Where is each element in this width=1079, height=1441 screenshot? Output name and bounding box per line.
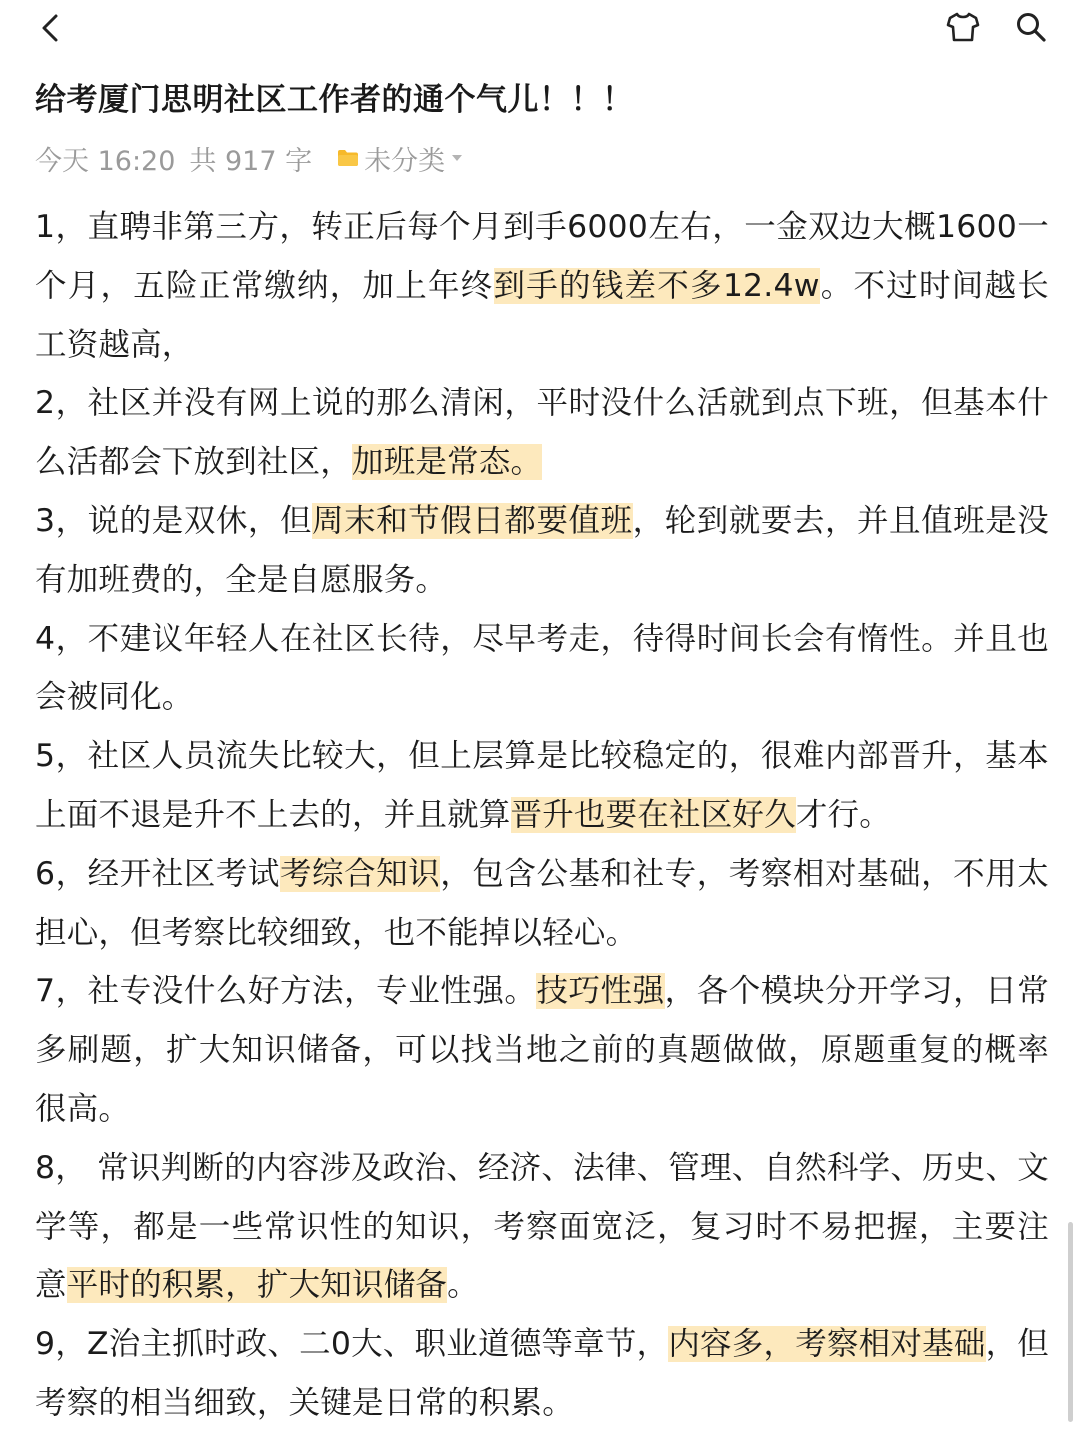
note-meta	[35, 138, 463, 178]
paragraph	[35, 1139, 1049, 1315]
highlighted-text: 到手的钱差不多12.4w	[493, 267, 820, 304]
paragraph-text: 。不过时间越长工资越高，	[35, 267, 1049, 363]
word-count: 共 917 字	[189, 145, 313, 177]
paragraph	[35, 845, 1049, 963]
paragraph	[35, 727, 1049, 845]
highlighted-text: 周末和节假日都要值班	[312, 502, 633, 539]
paragraph-text: 8， 常识判断的内容涉及政治、经济、法律、管理、自然科学、历史、文学等，都是一些常识性的知识，考察面宽泛，复习时不易把握，主要注意	[35, 1149, 1049, 1304]
paragraph-text: 7，社专没什么好方法，专业性强。	[35, 973, 537, 1010]
paragraph-text: ，但考察的相当细致，关键是日常的积累。	[35, 1326, 1049, 1421]
highlighted-text: 考综合知识	[280, 855, 441, 892]
tshirt-icon	[946, 11, 980, 43]
paragraph-text: 3，说的是双休，但	[35, 502, 313, 539]
paragraph-text: 。	[447, 1267, 479, 1304]
theme-button[interactable]	[940, 4, 986, 50]
paragraph-text: 6，经开社区考试	[35, 855, 280, 892]
paragraph-text: ，包含公基和社专，考察相对基础，不用太担心，但考察比较细致，也不能掉以轻心。	[35, 855, 1049, 951]
folder-icon	[336, 146, 360, 170]
paragraph	[35, 610, 1049, 728]
search-icon	[1015, 11, 1047, 43]
paragraph-text: 2，社区并没有网上说的那么清闲，平时没什么活就到点下班，但基本什么活都会下放到社区，	[35, 385, 1049, 481]
paragraph-text: 才行。	[795, 796, 891, 833]
top-bar	[0, 0, 1079, 58]
paragraph	[35, 1315, 1049, 1433]
paragraph-text: 5，社区人员流失比较大，但上层算是比较稳定的，很难内部晋升，基本上面不退是升不上去的，并且就算	[35, 738, 1049, 833]
highlighted-text: 平时的积累，扩大知识储备	[66, 1267, 448, 1304]
highlighted-text: 技巧性强	[536, 973, 665, 1010]
highlighted-text: 晋升也要在社区好久	[510, 796, 796, 833]
paragraph	[35, 962, 1049, 1138]
paragraph-text: 9，Z治主抓时政、二0大、职业道德等章节，	[35, 1326, 669, 1363]
search-button[interactable]	[1008, 4, 1054, 50]
paragraph-text: ，轮到就要去，并且值班是没有加班费的，全是自愿服务。	[35, 502, 1049, 598]
category-label: 未分类	[364, 145, 446, 177]
paragraph	[35, 492, 1049, 610]
note-time: 今天 16:20	[35, 145, 176, 177]
note-title: 给考厦门思明社区工作者的通个气儿！！！	[35, 82, 634, 118]
back-button[interactable]	[28, 6, 72, 50]
highlighted-text: 内容多，考察相对基础	[668, 1326, 986, 1363]
caret-down-icon	[451, 153, 463, 163]
chevron-left-icon	[37, 13, 63, 43]
paragraph	[35, 198, 1049, 374]
paragraph-text: 4，不建议年轻人在社区长待，尽早考走，待得时间长会有惰性。并且也会被同化。	[35, 620, 1049, 716]
note-body	[35, 198, 1049, 1433]
category-selector[interactable]	[336, 139, 463, 178]
paragraph-text: 1，直聘非第三方，转正后每个月到手6000左右，一金双边大概1600一个月，五险正常缴纳，加上年终	[35, 209, 1049, 304]
scrollbar[interactable]	[1068, 1222, 1073, 1422]
paragraph-text: ，各个模块分开学习，日常多刷题，扩大知识储备，可以找当地之前的真题做做，原题重复的概率很高。	[35, 973, 1049, 1127]
highlighted-text: 加班是常态。	[352, 444, 543, 481]
paragraph	[35, 374, 1049, 492]
